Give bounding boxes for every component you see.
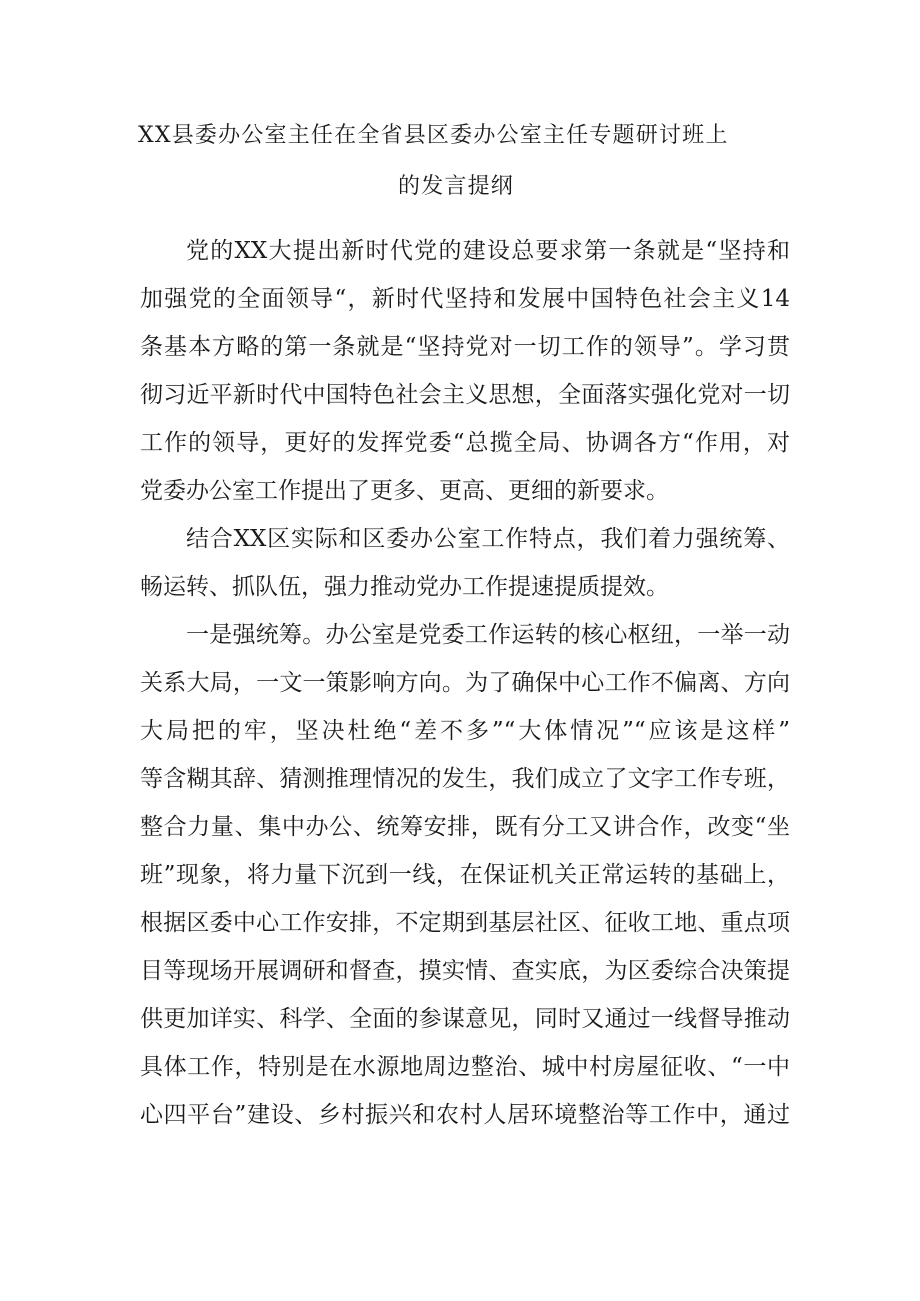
paragraph-3-line-11: 心四平台”建设、乡村振兴和农村人居环境整治等工作中，通过 — [140, 1102, 790, 1128]
paragraph-3-line-10: 具体工作，特别是在水源地周边整治、城中村房屋征收、“一中 — [140, 1054, 790, 1080]
document-title-line-2: 的发言提纲 — [398, 174, 515, 199]
paragraph-3-line-4: 等含糊其辞、猜测推理情况的发生，我们成立了文字工作专班， — [140, 766, 790, 792]
paragraph-3-line-5: 整合力量、集中办公、统筹安排，既有分工又讲合作，改变“坐 — [140, 814, 790, 840]
paragraph-3-line-1: 一是强统筹。办公室是党委工作运转的核心枢纽，一举一动 — [186, 622, 790, 648]
paragraph-3-line-9: 供更加详实、科学、全面的参谋意见，同时又通过一线督导推动 — [140, 1006, 790, 1032]
paragraph-1-line-4: 彻习近平新时代中国特色社会主义思想，全面落实强化党对一切 — [140, 382, 790, 408]
paragraph-1-line-5: 工作的领导，更好的发挥党委“总揽全局、协调各方“作用，对 — [140, 430, 790, 456]
paragraph-3-line-7: 根据区委中心工作安排，不定期到基层社区、征收工地、重点项 — [140, 910, 790, 936]
paragraph-2-line-2: 畅运转、抓队伍，强力推动党办工作提速提质提效。 — [140, 574, 669, 600]
paragraph-1-line-3: 条基本方略的第一条就是“坚持党对一切工作的领导”。学习贯 — [140, 334, 790, 360]
paragraph-1-line-2: 加强党的全面领导“，新时代坚持和发展中国特色社会主义14 — [140, 286, 790, 312]
paragraph-3-line-6: 班”现象，将力量下沉到一线，在保证机关正常运转的基础上， — [140, 862, 790, 888]
paragraph-3-line-8: 目等现场开展调研和督查，摸实情、查实底，为区委综合决策提 — [140, 958, 790, 984]
paragraph-3-line-2: 关系大局，一文一策影响方向。为了确保中心工作不偏离、方向 — [140, 670, 790, 696]
paragraph-2-line-1: 结合XX区实际和区委办公室工作特点，我们着力强统筹、 — [186, 526, 790, 552]
paragraph-1-line-6: 党委办公室工作提出了更多、更高、更细的新要求。 — [140, 478, 669, 504]
document-title-line-1: XX县委办公室主任在全省县区委办公室主任专题研讨班上 — [138, 123, 729, 148]
paragraph-1-line-1: 党的XX大提出新时代党的建设总要求第一条就是“坚持和 — [186, 238, 790, 264]
paragraph-3-line-3: 大局把的牢，坚决杜绝“差不多”“大体情况”“应该是这样” — [140, 718, 790, 744]
